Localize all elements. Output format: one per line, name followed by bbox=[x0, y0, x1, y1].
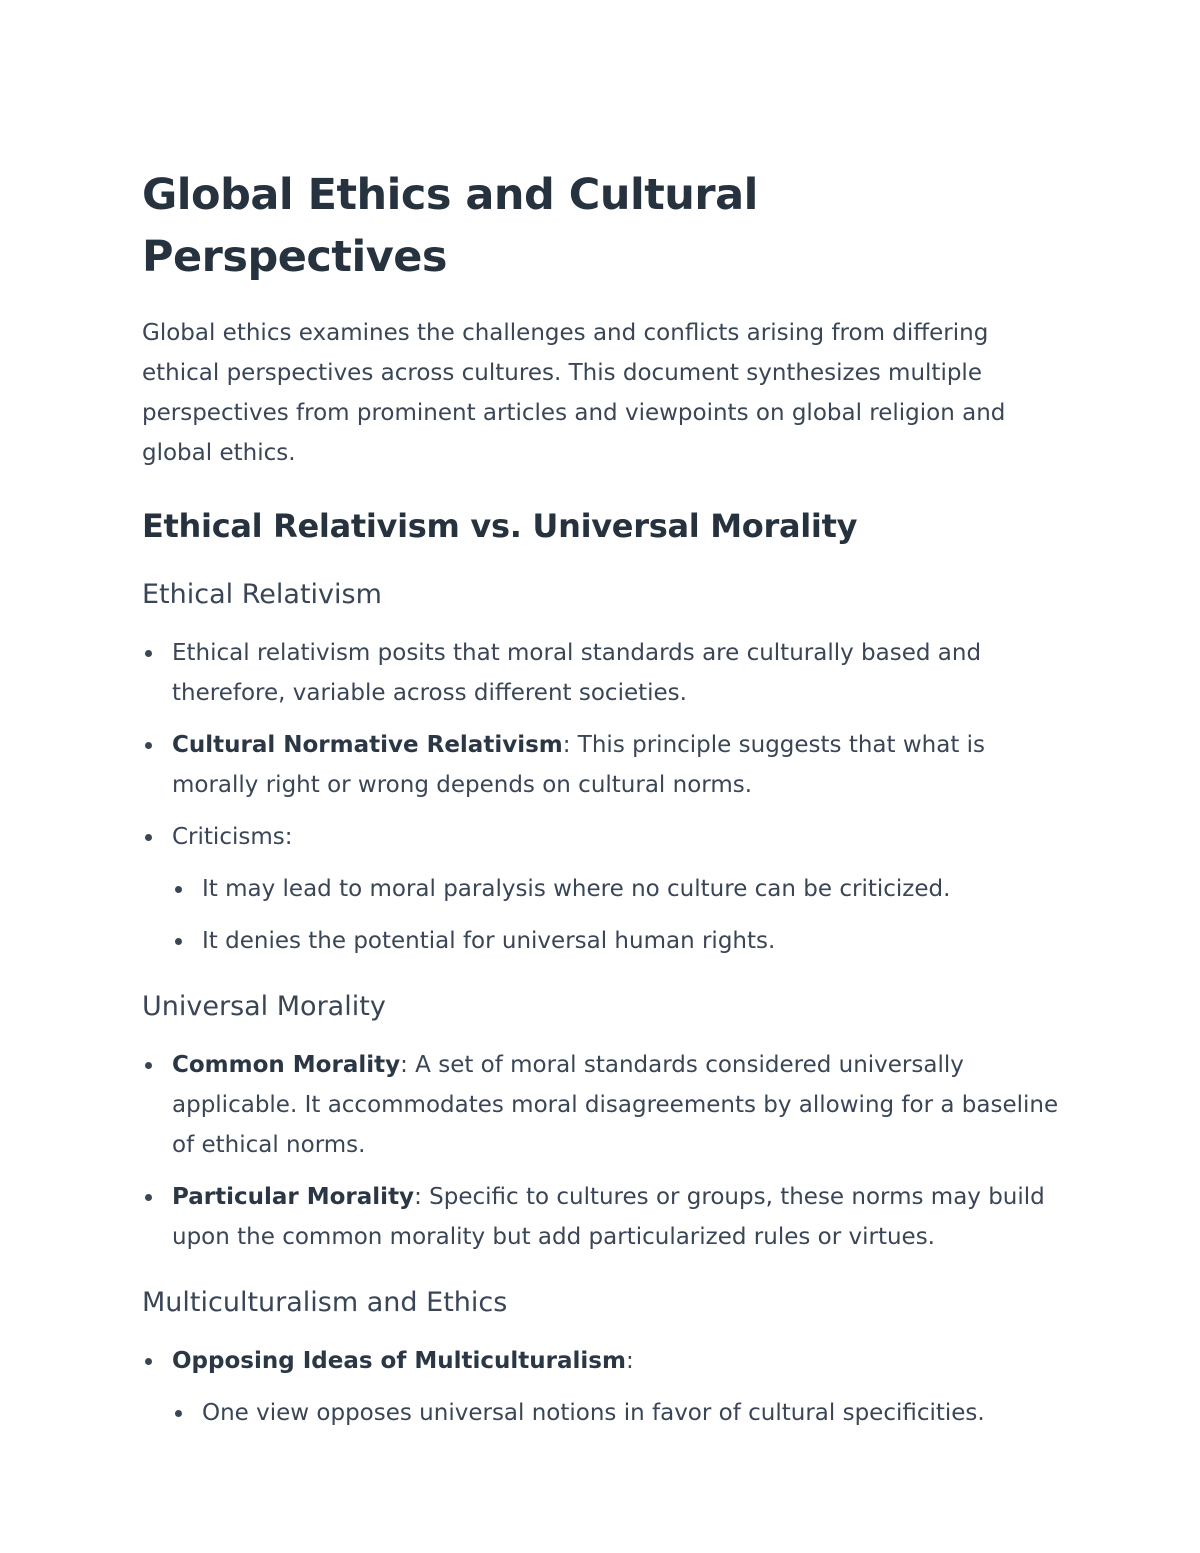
list-item bbox=[142, 633, 1072, 713]
relativism-list bbox=[142, 633, 1072, 961]
universal-list bbox=[142, 1045, 1072, 1257]
subheading-universal-morality: Universal Morality bbox=[142, 991, 386, 1022]
multiculturalism-sublist bbox=[172, 1393, 1072, 1433]
list-item bbox=[142, 1045, 1072, 1165]
document-content bbox=[142, 164, 1072, 1433]
subheading-multiculturalism: Multiculturalism and Ethics bbox=[142, 1287, 508, 1318]
list-item bbox=[142, 725, 1072, 805]
list-item-text: Ethical relativism posits that moral standards are culturally based and therefore, variable across different societies. bbox=[172, 640, 982, 706]
list-item-text: : A set of moral standards considered universally applicable. It accommodates moral disagreements by allowing for a baseline of ethical norms. bbox=[172, 1052, 1059, 1158]
section-heading-relativism-vs-universal: Ethical Relativism vs. Universal Morality bbox=[142, 507, 858, 545]
list-item bbox=[142, 1177, 1072, 1257]
sublist-item-text: It may lead to moral paralysis where no culture can be criticized. bbox=[202, 876, 951, 902]
subheading-ethical-relativism: Ethical Relativism bbox=[142, 579, 382, 610]
sublist-item-text: One view opposes universal notions in favor of cultural specificities. bbox=[202, 1400, 985, 1426]
list-item-text: : Specific to cultures or groups, these norms may build upon the common morality but add particularized rules or virtues. bbox=[172, 1184, 1045, 1250]
sublist-item bbox=[172, 921, 1072, 961]
term-label: Cultural Normative Relativism bbox=[172, 732, 563, 758]
criticisms-sublist bbox=[172, 869, 1072, 961]
list-item bbox=[142, 817, 1072, 961]
document-title: Global Ethics and Cultural Perspectives bbox=[142, 170, 758, 282]
list-item bbox=[142, 1341, 1072, 1433]
list-item-text: : This principle suggests that what is morally right or wrong depends on cultural norms. bbox=[172, 732, 986, 798]
term-label: Common Morality bbox=[172, 1052, 401, 1078]
sublist-item bbox=[172, 869, 1072, 909]
sublist-item-text: It denies the potential for universal human rights. bbox=[202, 928, 776, 954]
term-label: Particular Morality bbox=[172, 1184, 415, 1210]
list-item-text: : bbox=[625, 1348, 634, 1374]
intro-paragraph: Global ethics examines the challenges and conflicts arising from differing ethical perspectives across cultures. This document synthesizes multiple perspectives from prominent articles and viewpoints on global religion and global ethics. bbox=[142, 320, 1006, 466]
term-label: Opposing Ideas of Multiculturalism bbox=[172, 1348, 626, 1374]
multiculturalism-list bbox=[142, 1341, 1072, 1433]
list-item-text: Criticisms: bbox=[172, 824, 293, 850]
sublist-item bbox=[172, 1393, 1072, 1433]
